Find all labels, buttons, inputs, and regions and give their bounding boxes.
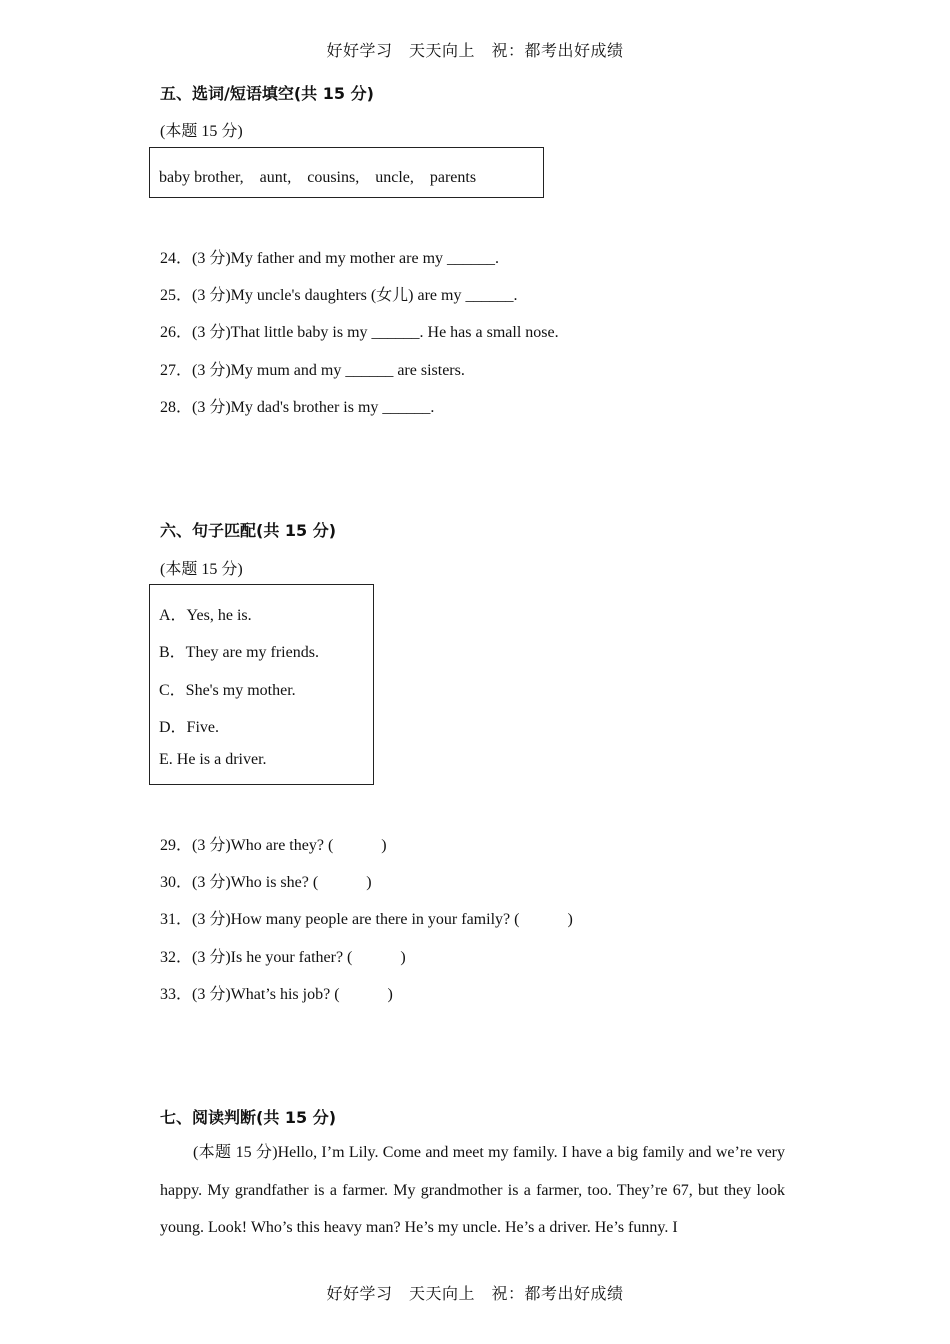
section-5-note: (本题 15 分) bbox=[160, 123, 243, 140]
question-30: 30．(3 分)Who is she? ( ) bbox=[160, 874, 372, 891]
section-6-title: 六、句子匹配(共 15 分) bbox=[160, 521, 337, 540]
question-27: 27．(3 分)My mum and my ______ are sisters. bbox=[160, 362, 465, 379]
word-bank: baby brother, aunt, cousins, uncle, parents bbox=[159, 169, 477, 186]
reading-passage: (本题 15 分)Hello, I’m Lily. Come and meet my family. I have a big family and we’re very happy. My grandfather is a farmer. My grandmother is a farmer, too. They’re 67, but they look young. Look! Who’s this heavy man? He’s my uncle. He’s a driver. He’s funny. I bbox=[160, 1144, 785, 1236]
section-7-title: 七、阅读判断(共 15 分) bbox=[160, 1108, 337, 1127]
question-24: 24．(3 分)My father and my mother are my ______. bbox=[160, 250, 500, 267]
option-c: C．She's my mother. bbox=[159, 682, 296, 699]
question-28: 28．(3 分)My dad's brother is my ______. bbox=[160, 399, 435, 416]
word-bank-box bbox=[149, 147, 544, 198]
page-header: 好好学习 天天向上 祝：都考出好成绩 bbox=[326, 41, 624, 60]
page-footer: 好好学习 天天向上 祝：都考出好成绩 bbox=[326, 1284, 624, 1303]
option-a: A．Yes, he is. bbox=[159, 607, 252, 624]
question-26: 26．(3 分)That little baby is my ______. He has a small nose. bbox=[160, 324, 559, 341]
option-b: B．They are my friends. bbox=[159, 644, 319, 661]
section-6-note: (本题 15 分) bbox=[160, 561, 243, 578]
option-d: D．Five. bbox=[159, 719, 220, 736]
question-29: 29．(3 分)Who are they? ( ) bbox=[160, 837, 387, 854]
question-25: 25．(3 分)My uncle's daughters (女儿) are my ______. bbox=[160, 287, 518, 304]
question-32: 32．(3 分)Is he your father? ( ) bbox=[160, 949, 406, 966]
question-33: 33．(3 分)What’s his job? ( ) bbox=[160, 986, 393, 1003]
question-31: 31．(3 分)How many people are there in your family? ( ) bbox=[160, 911, 573, 928]
option-e: E. He is a driver. bbox=[159, 751, 267, 768]
options-box bbox=[149, 584, 374, 785]
section-5-title: 五、选词/短语填空(共 15 分) bbox=[160, 84, 374, 103]
